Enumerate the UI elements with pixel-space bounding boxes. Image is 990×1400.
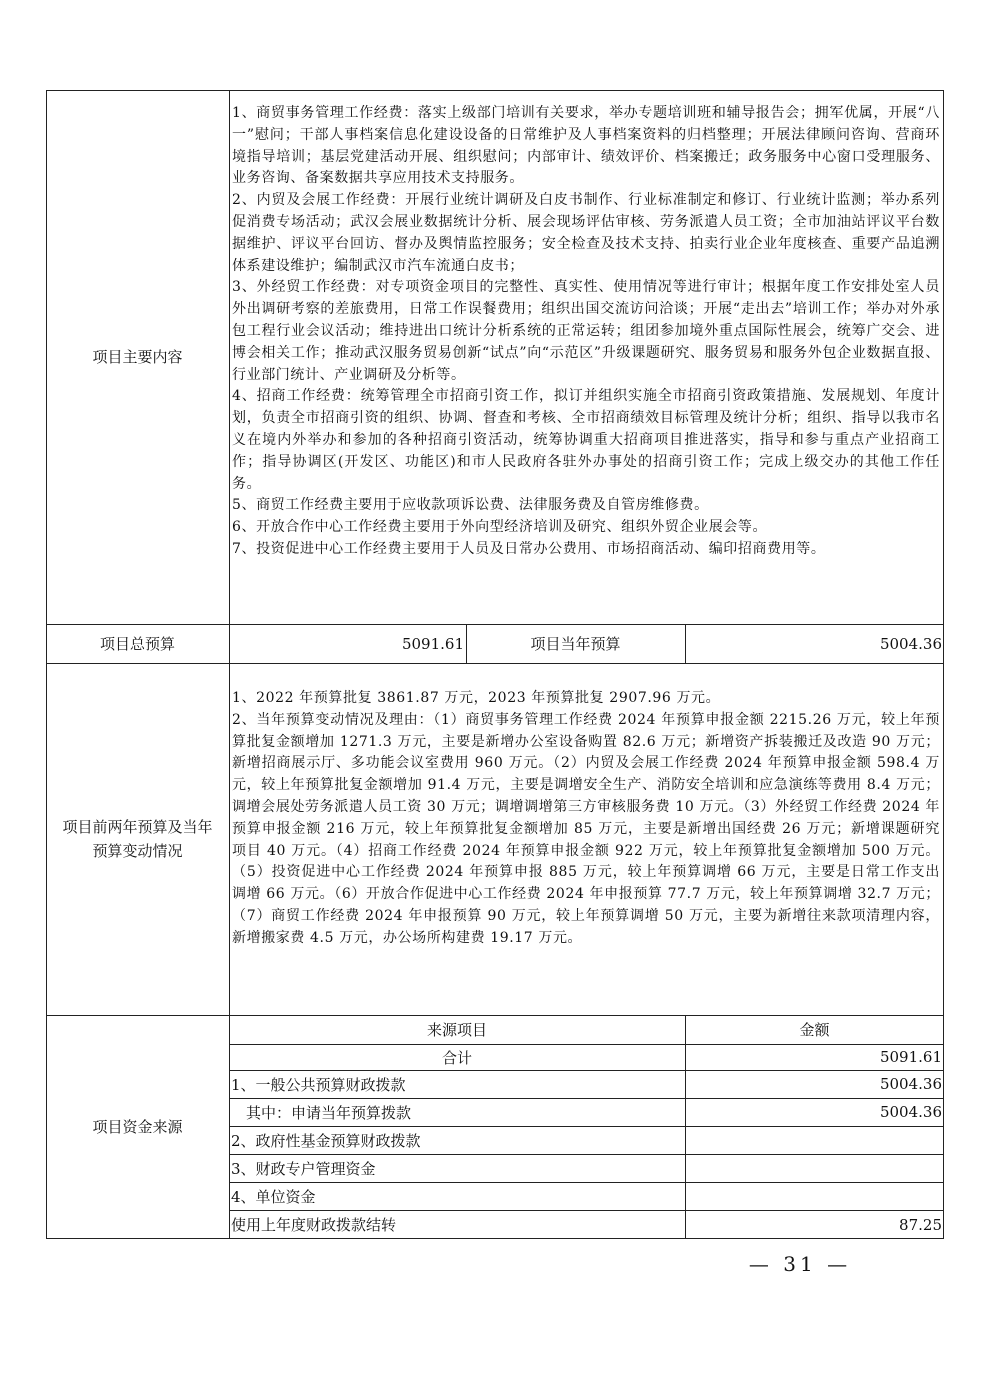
- main-content-paragraph: 6、开放合作中心工作经费主要用于外向型经济培训及研究、组织外贸企业展会等。: [232, 519, 768, 536]
- funding-header-source: 来源项目: [426, 1021, 487, 1039]
- main-content-text: [232, 103, 940, 561]
- funding-source-label: 项目资金来源: [92, 1118, 183, 1136]
- total-budget-value: 5091.61: [401, 634, 464, 653]
- main-content-paragraph: 2、内贸及会展工作经费：开展行业统计调研及白皮书制作、行业标准制定和修订、行业统计监测；举办系列促消费专场活动；武汉会展业数据统计分析、展会现场评估审核、劳务派遣人员工资；全市加油站评议平台数据维护、评议平台回访、督办及舆情监控服务；安全检查及技术支持、拍卖行业企业年度核查、重要产品追溯体系建设维护；编制武汉市汽车流通白皮书；: [232, 192, 940, 274]
- funding-header-amount: 金额: [799, 1021, 830, 1039]
- budget-change-label: 项目前两年预算及当年 预算变动情况: [62, 818, 213, 860]
- main-content-paragraph: 7、投资促进中心工作经费主要用于人员及日常办公费用、市场招商活动、编印招商费用等。: [232, 540, 826, 557]
- funding-row-amount: 5004.36: [879, 1075, 942, 1093]
- main-content-paragraph: 5、商贸工作经费主要用于应收款项诉讼费、法律服务费及自管房维修费。: [232, 497, 709, 514]
- funding-row-amount: [685, 1126, 944, 1154]
- page-number: — 31 —: [748, 1252, 852, 1276]
- budget-change-text: [232, 688, 940, 950]
- funding-row-name: 合计: [441, 1048, 472, 1067]
- funding-row-amount: [685, 1182, 944, 1210]
- funding-row-amount: [685, 1154, 944, 1182]
- funding-row-name: 3、财政专户管理资金: [231, 1159, 376, 1178]
- total-budget-label: 项目总预算: [99, 634, 175, 653]
- current-budget-label: 项目当年预算: [530, 635, 621, 653]
- funding-row-amount: 87.25: [899, 1215, 942, 1234]
- funding-row-name: 其中：申请当年预算拨款: [231, 1103, 412, 1122]
- funding-row-name: 2、政府性基金预算财政拨款: [231, 1131, 421, 1150]
- main-content-paragraph: 4、招商工作经费：统筹管理全市招商引资工作，拟订并组织实施全市招商引资政策措施、发展规划、年度计划，负责全市招商引资的组织、协调、督查和考核、全市招商绩效目标管理及统计分析；组织、指导以我市名义在境内外举办和参加的各种招商引资活动，统筹协调重大招商项目推进落实，指导和参与重点产业招商工作；指导协调区(开发区、功能区)和市人民政府各驻外办事处的招商引资工作；完成上级交办的其他工作任务。: [232, 388, 940, 492]
- funding-row-amount: 5091.61: [879, 1048, 942, 1066]
- main-content-paragraph: 3、外经贸工作经费：对专项资金项目的完整性、真实性、使用情况等进行审计；根据年度工作安排处室人员外出调研考察的差旅费用，日常工作误餐费用；组织出国交流访问洽谈；开展“走出去”培训工作；举办对外承包工程行业会议活动；维持进出口统计分析系统的正常运转；组团参加境外重点国际性展会，统筹广交会、进博会相关工作；推动武汉服务贸易创新“试点”向“示范区”升级课题研究、服务贸易和服务外包企业数据直报、行业部门统计、产业调研及分析等。: [232, 279, 940, 383]
- funding-row-name: 4、单位资金: [231, 1187, 316, 1206]
- current-budget-value: 5004.36: [879, 634, 942, 653]
- funding-row-amount: 5004.36: [879, 1103, 942, 1121]
- main-content-paragraph: 1、商贸事务管理工作经费：落实上级部门培训有关要求，举办专题培训班和辅导报告会；拥军优属，开展“八一”慰问；干部人事档案信息化建设设备的日常维护及人事档案资料的归档整理；开展法律顾问咨询、营商环境指导培训；基层党建活动开展、组织慰问；内部审计、绩效评价、档案搬迁；政务服务中心窗口受理服务、业务咨询、备案数据共享应用技术支持服务。: [232, 105, 940, 187]
- funding-row-name: 1、一般公共预算财政拨款: [231, 1075, 406, 1094]
- funding-row-name: 使用上年度财政拨款结转: [231, 1216, 397, 1234]
- main-content-label: 项目主要内容: [92, 348, 183, 366]
- budget-change-paragraph: 2、当年预算变动情况及理由：（1）商贸事务管理工作经费 2024 年预算申报金额 2215.26 万元，较上年预算批复金额增加 1271.3 万元，主要是新增办公室设备购置 82.6 万元；新增资产拆装搬迁及改造 90 万元；新增招商展示厅、多功能会议室费用 960 万元。（2）内贸及会展工作经费 2024 年预算申报金额 598.4 万元，较上年预算批复金额增加 91.4 万元，主要是调增安全生产、消防安全培训和应急演练等费用 8.4 万元；调增会展处劳务派遣人员工资 30 万元；调增调增第三方审核服务费 10 万元。（3）外经贸工作经费 2024 年预算申报金额 216 万元，较上年预算批复金额增加 85 万元，主要是新增出国经费 26 万元；新增课题研究项目 40 万元。（4）招商工作经费 2024 年预算申报金额 922 万元，较上年预算批复金额增加 500 万元。（5）投资促进中心工作经费 2024 年预算申报 885 万元，较上年预算调增 66 万元，主要是日常工作支出调增 66 万元。（6）开放合作促进中心工作经费 2024 年申报预算 77.7 万元，较上年预算调增 32.7 万元；（7）商贸工作经费 2024 年申报预算 90 万元，较上年预算调增 50 万元，主要为新增往来款项清理内容，新增搬家费 4.5 万元，办公场所构建费 19.17 万元。: [232, 711, 940, 946]
- budget-change-paragraph: 1、2022 年预算批复 3861.87 万元，2023 年预算批复 2907.96 万元。: [232, 690, 721, 706]
